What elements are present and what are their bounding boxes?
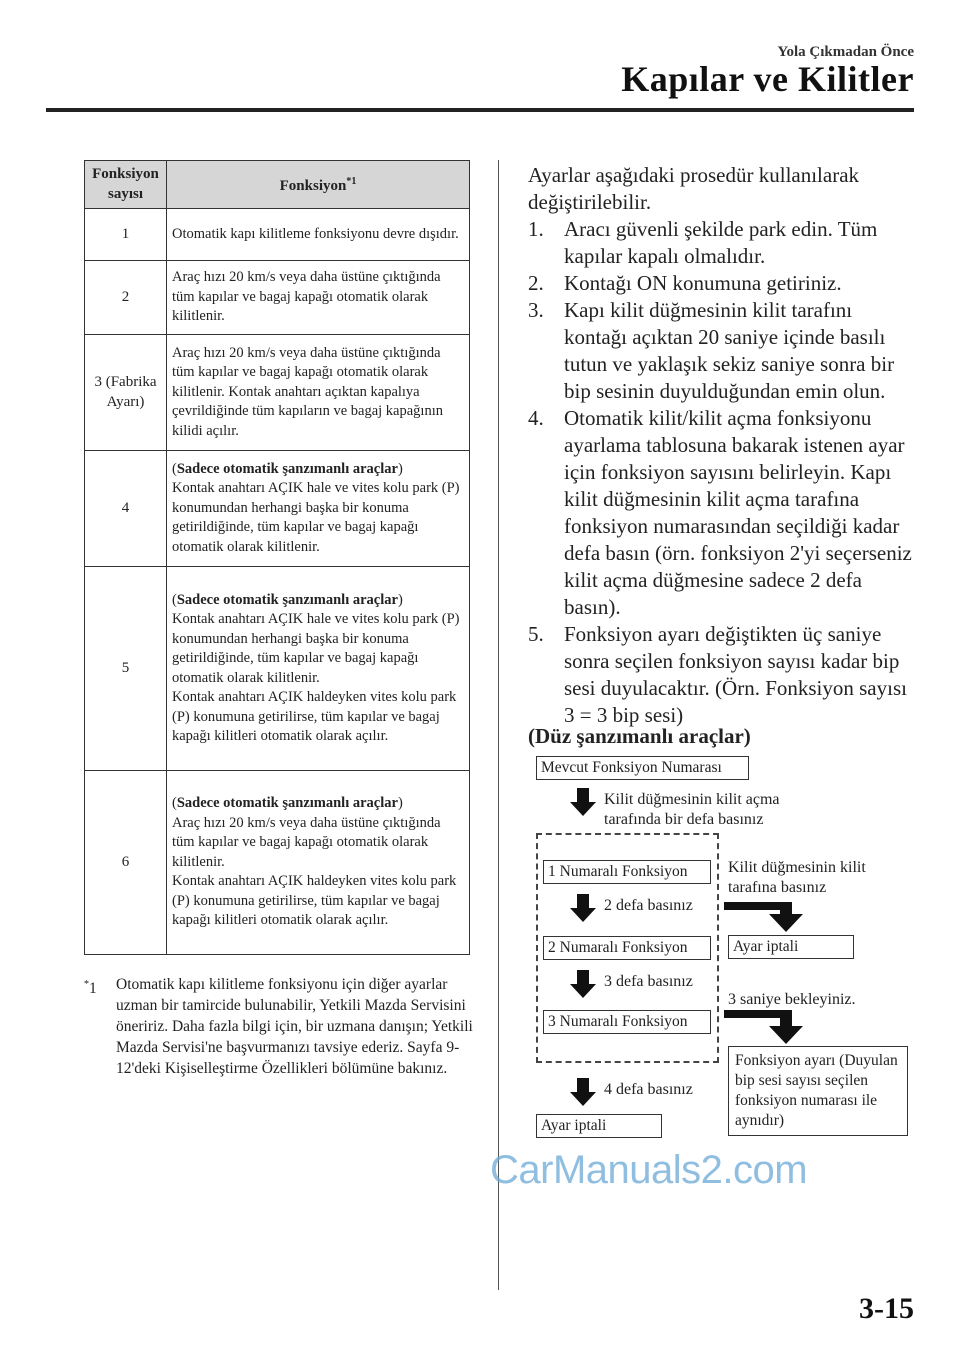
step-number: 1.: [528, 217, 544, 241]
press-unlock-once-label: Kilit düğmesinin kilit açma tarafında bir defa basınız: [604, 791, 780, 828]
setting-cancel-box-bottom: Ayar iptali: [536, 1114, 662, 1138]
procedure-steps: [528, 216, 918, 729]
function-table: [84, 160, 470, 955]
wait-three-seconds-label: 3 saniye bekleyiniz.: [728, 991, 856, 1008]
setting-cancel-box-right: Ayar iptali: [728, 935, 854, 959]
manual-transmission-heading: (Düz şanzımanlı araçlar): [528, 724, 751, 748]
header-rule: [46, 108, 914, 112]
row-qualifier: (Sadece otomatik şanzımanlı araçlar): [172, 460, 403, 477]
col-header-number: Fonksiyon sayısı: [85, 161, 167, 209]
row-qualifier: (Sadece otomatik şanzımanlı araçlar): [172, 795, 403, 812]
page-number: 3-15: [859, 1292, 914, 1325]
function-2-box: 2 Numaralı Fonksiyon: [543, 936, 711, 960]
function-set-result-box: Fonksiyon ayarı (Duyulan bip sesi sayısı seçilen fonksiyon numarası ile aynıdır): [728, 1046, 908, 1136]
row-description: [167, 567, 470, 771]
step-number: 3.: [528, 298, 544, 322]
procedure-intro: Ayarlar aşağıdaki prosedür kullanılarak değiştirilebilir.: [528, 163, 860, 214]
press-three-times-label: 3 defa basınız: [604, 973, 693, 990]
step-text: Otomatik kilit/kilit açma fonksiyonu ayarlama tablosuna bakarak istenen ayar için fonksiyon sayısını belirleyin. Kapı kilit düğmesinin kilit açma tarafına fonksiyon numarasından seçildiği kadar defa basın (örn. fonksiyon 2'yi seçerseniz kilit açma düğmesine sadece 2 defa basın).: [564, 406, 912, 619]
qualifier-text: Sadece otomatik şanzımanlı araçlar: [176, 591, 398, 608]
description-line: Araç hızı 20 km/s veya daha üstüne çıktığında tüm kapılar ve bagaj kapağı otomatik olarak kilitlenir.: [172, 814, 441, 870]
site-watermark: CarManuals2.com: [490, 1148, 808, 1192]
step-number: 5.: [528, 622, 544, 646]
bent-arrow-icon: [724, 898, 804, 932]
function-1-box: 1 Numaralı Fonksiyon: [543, 860, 711, 884]
row-description: [167, 261, 470, 335]
arrow-down-icon: [570, 1078, 596, 1106]
row-number: 6: [85, 771, 167, 955]
row-number: 5: [85, 567, 167, 771]
qualifier-text: Sadece otomatik şanzımanlı araçlar: [176, 795, 398, 812]
description-line: Kontak anahtarı AÇIK haldeyken vites kolu park (P) konumuna getirilirse, tüm kapılar ve bagaj kapağı kilitleri otomatik olarak açılır.: [172, 873, 457, 929]
press-lock-side-label: Kilit düğmesinin kilit tarafına basınız: [728, 859, 866, 896]
description-line: Araç hızı 20 km/s veya daha üstüne çıktığında tüm kapılar ve bagaj kapağı otomatik olarak kilitlenir. Kontak anahtarı açıktan kapalıya çevrildiğinde tüm kapıların ve bagaj kapağının kilidi açılır.: [172, 344, 443, 439]
table-header-row: [85, 161, 470, 209]
col-header-footnote-mark: *1: [346, 176, 357, 188]
table-row: [85, 209, 470, 261]
table-row: [85, 567, 470, 771]
step-text: Kontağı ON konumuna getiriniz.: [564, 271, 842, 295]
row-description: [167, 209, 470, 261]
qualifier-text: Sadece otomatik şanzımanlı araçlar: [176, 460, 398, 477]
row-number: 2: [85, 261, 167, 335]
description-line: Kontak anahtarı AÇIK haldeyken vites kolu park (P) konumuna getirilirse, tüm kapılar ve bagaj kapağı kilitleri otomatik olarak açılır.: [172, 689, 457, 744]
current-function-box: Mevcut Fonksiyon Numarası: [536, 756, 749, 780]
list-item: [528, 216, 918, 270]
step-text: Fonksiyon ayarı değiştikten üç saniye sonra seçilen fonksiyon sayısı kadar bip sesi duyulacaktır. (Örn. Fonksiyon sayısı 3 = 3 bip sesi): [564, 622, 907, 727]
description-line: Araç hızı 20 km/s veya daha üstüne çıktığında tüm kapılar ve bagaj kapağı otomatik olarak kilitlenir.: [172, 269, 441, 325]
description-line: Otomatik kapı kilitleme fonksiyonu devre dışıdır.: [172, 225, 459, 242]
list-item: [528, 297, 918, 405]
footnote-number: 1: [89, 980, 97, 998]
list-item: [528, 270, 918, 297]
press-four-times-label: 4 defa basınız: [604, 1081, 693, 1098]
bent-arrow-icon: [724, 1006, 804, 1044]
column-divider: [498, 160, 499, 1290]
table-row: [85, 261, 470, 335]
table-row: [85, 335, 470, 451]
section-heading: Yola Çıkmadan Önce: [777, 44, 914, 60]
chapter-title: Kapılar ve Kilitler: [621, 59, 914, 99]
row-description: [167, 451, 470, 567]
col-header-function-label: Fonksiyon: [279, 178, 347, 195]
row-qualifier: (Sadece otomatik şanzımanlı araçlar): [172, 591, 403, 608]
step-text: Aracı güvenli şekilde park edin. Tüm kapılar kapalı olmalıdır.: [564, 217, 878, 268]
step-number: 2.: [528, 271, 544, 295]
list-item: [528, 621, 918, 729]
list-item: [528, 405, 918, 621]
row-number: 1: [85, 209, 167, 261]
function-3-box: 3 Numaralı Fonksiyon: [543, 1010, 711, 1034]
row-number: 4: [85, 451, 167, 567]
arrow-down-icon: [570, 894, 596, 922]
description-line: Kontak anahtarı AÇIK hale ve vites kolu park (P) konumundan herhangi başka bir konuma getirildiğinde, tüm kapılar ve bagaj kapağı otomatik olarak kilitlenir.: [172, 480, 460, 555]
table-row: [85, 771, 470, 955]
table-row: [85, 451, 470, 567]
col-header-function: [167, 161, 470, 209]
footnote-mark: *1: [84, 979, 97, 998]
footnote: [84, 974, 476, 1079]
step-number: 4.: [528, 406, 544, 430]
row-description: [167, 335, 470, 451]
footnote-text: Otomatik kapı kilitleme fonksiyonu için diğer ayarlar uzman bir tamircide bulunabilir, Yetkili Mazda Servisini öneririz. Daha fazla bilgi için, bir uzmana danışın; Yetkili Mazda Servisi'ne başvurmanızı tavsiye ederiz. Sayfa 9-12'deki Kişiselleştirme Özellikleri bölümüne bakınız.: [116, 976, 473, 1077]
description-line: Kontak anahtarı AÇIK hale ve vites kolu park (P) konumundan herhangi başka bir konuma getirildiğinde, tüm kapılar ve bagaj kapağı otomatik olarak kilitlenir.: [172, 611, 460, 686]
row-description: [167, 771, 470, 955]
press-twice-label: 2 defa basınız: [604, 897, 693, 914]
step-text: Kapı kilit düğmesinin kilit tarafını kontağı açıktan 20 saniye içinde basılı tutun ve yaklaşık sekiz saniye sonra bir bip sesinin duyulduğundan emin olun.: [564, 298, 895, 403]
arrow-down-icon: [570, 970, 596, 998]
arrow-down-icon: [570, 788, 596, 816]
row-number: 3 (Fabrika Ayarı): [85, 335, 167, 451]
